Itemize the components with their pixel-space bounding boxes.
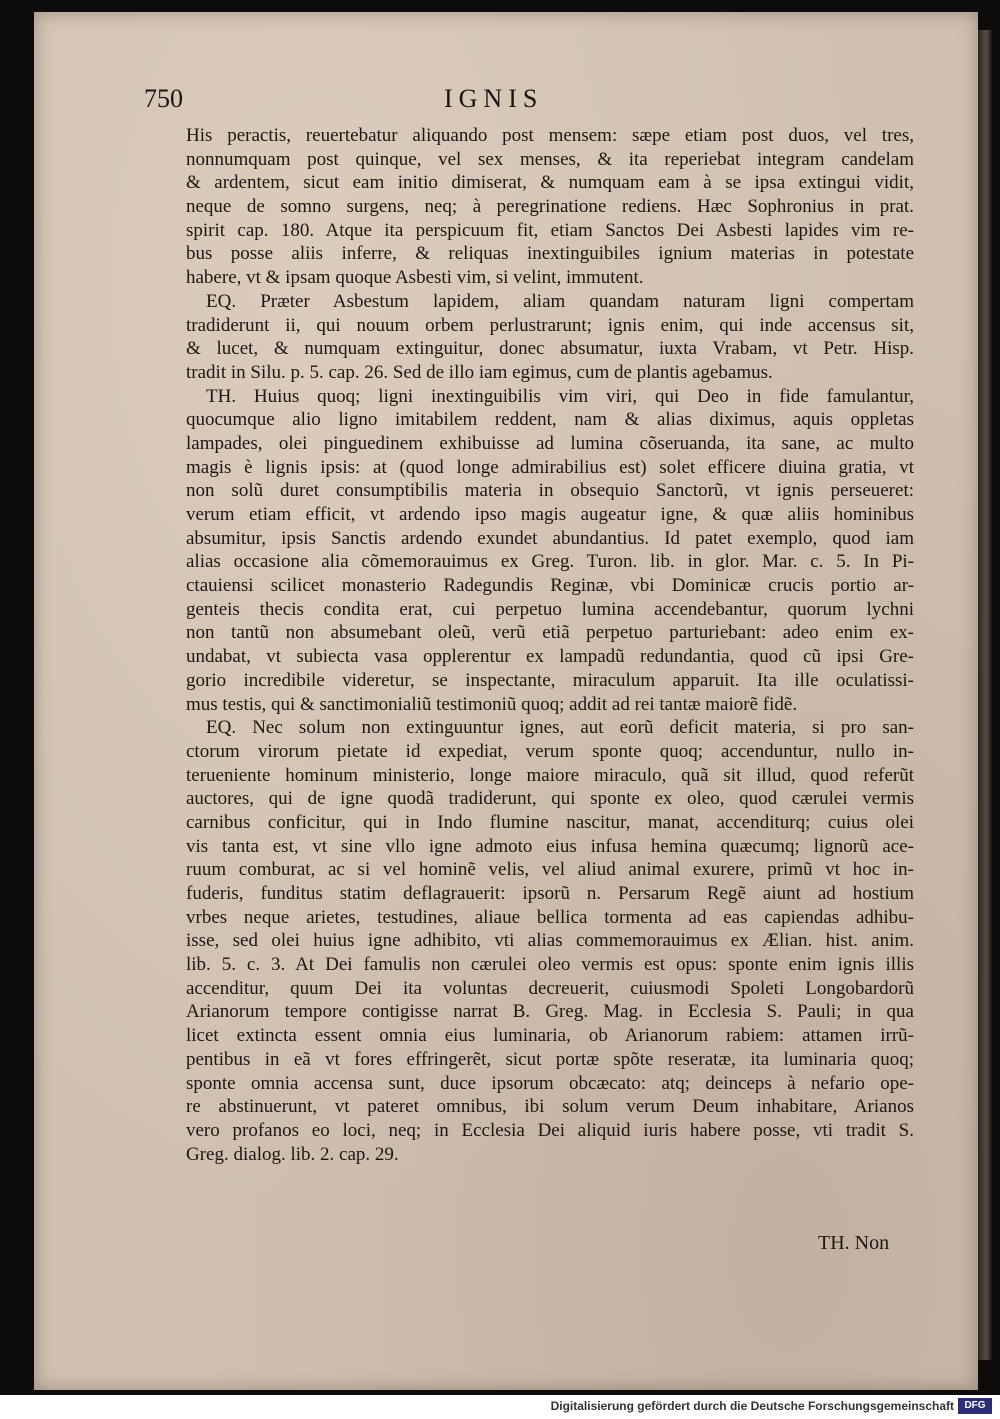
text-line: re abstinuerunt, vt pateret omnibus, ibi solum verum Deum inhabitare, Arianos	[186, 1096, 914, 1118]
text-line: gorio incredibile videretur, se inspectante, miraculum apparuit. Ita ille oculatissi-	[186, 669, 914, 691]
text-line: Greg. dialog. lib. 2. cap. 29.	[186, 1143, 399, 1165]
text-line: fuderis, funditus statim deflagrauerit: ipsorũ n. Persarum Regẽ aiunt ad hostium	[186, 883, 914, 904]
text-line: vero profanos eo loci, neq; in Ecclesia Dei aliquid iuris habere posse, vti tradit S.	[186, 1119, 914, 1141]
text-line: sponte omnia accensa sunt, duce ipsorum obcæcato: atq; deinceps à nefario ope-	[186, 1072, 914, 1094]
text-line: His peractis, reuertebatur aliquando post mensem: sæpe etiam post duos, vel tres,	[186, 125, 914, 146]
text-line: terueniente hominum ministerio, longe maiore miraculo, quã sit illud, quod referũt	[186, 764, 914, 786]
running-title: IGNIS	[444, 84, 544, 113]
text-line: EQ. Præter Asbestum lapidem, aliam quandam naturam ligni compertam	[206, 290, 914, 312]
text-line: non tantũ non absumebant oleũ, verũ etiã perpetuo parturiebant: adeo enim ex-	[186, 622, 914, 644]
text-line: vrbes neque arietes, testudines, aliaue bellica tormenta ad eas capiendas adhibu-	[186, 906, 914, 928]
text-line: & lucet, & numquam extinguitur, donec absumatur, iuxta Vrabam, vt Petr. Hisp.	[186, 338, 914, 360]
text-line: EQ. Nec solum non extinguuntur ignes, aut eorũ deficit materia, si pro san-	[206, 717, 914, 739]
text-line: nonnumquam post quinque, vel sex menses, & ita reperiebat integram candelam	[186, 148, 914, 170]
text-line: alias occasione alia cõmemorauimus ex Greg. Turon. lib. in glor. Mar. c. 5. In Pi-	[186, 551, 914, 573]
text-line: magis è lignis ipsis: at (quod longe admirabilius est) solet efficere diuina gratia, vt	[186, 456, 914, 478]
text-line: tradit in Silu. p. 5. cap. 26. Sed de illo iam egimus, cum de plantis agebamus.	[186, 361, 773, 383]
text-line: Arianorum tempore contigisse narrat B. Greg. Mag. in Ecclesia S. Pauli; in qua	[186, 1001, 914, 1023]
text-line: tradiderunt ii, qui nouum orbem perlustrarunt; ignis enim, qui inde accensus sit,	[186, 314, 914, 336]
text-line: neque de somno surgens, neq; à peregrinatione rediens. Hæc Sophronius in prat.	[186, 196, 914, 218]
page-header	[144, 84, 934, 118]
book-edge	[978, 30, 992, 1360]
text-line: pentibus in eã vt fores effringerẽt, sicut portæ spõte reseratæ, ita luminaria quoq;	[186, 1048, 914, 1070]
funding-credit: Digitalisierung gefördert durch die Deutsche Forschungsgemeinschaft	[550, 1399, 954, 1413]
text-line: genteis thecis condita erat, cui perpetuo lumina accendebantur, quorum lychni	[186, 598, 914, 620]
text-line: non solũ duret consumptibilis materia in obsequio Sanctorũ, vt ignis perseueret:	[186, 480, 914, 502]
text-line: habere, vt & ipsam quoque Asbesti vim, si velint, immutent.	[186, 267, 644, 289]
text-line: quocumque alio ligno imitabilem reddent, nam & alias diximus, aquis oppletas	[186, 409, 914, 431]
dfg-logo: DFG	[958, 1398, 992, 1414]
text-line: TH. Huius quoq; ligni inextinguibilis vim viri, qui Deo in fide famulantur,	[206, 385, 914, 407]
text-line: bus posse aliis inferre, & reliquas inextinguibiles ignium materias in potestate	[186, 243, 914, 265]
body-text	[186, 124, 914, 1166]
text-line: lampades, olei pinguedinem exhibuisse ad lumina cõseruanda, ita sane, ac multo	[186, 432, 914, 454]
text-line: auctores, qui de igne quodã tradiderunt, qui sponte ex oleo, quod cærulei vermis	[186, 788, 914, 810]
footer-bar	[0, 1395, 1000, 1419]
text-line: spirit cap. 180. Atque ita perspicuum fit, etiam Sanctos Dei Asbesti lapides vim re-	[186, 219, 914, 241]
text-line: vis tanta est, vt sine vllo igne admoto eius infusa hemina quæcumq; lignorũ ace-	[186, 835, 914, 857]
text-line: verum etiam efficit, vt ardendo ipso magis augeatur igne, & quæ aliis hominibus	[186, 504, 914, 525]
text-line: ctorum virorum pietate id expediat, verum sponte quoq; accenduntur, nullo in-	[186, 740, 914, 762]
text-line: & ardentem, sicut eam initio dimiserat, & numquam eam à se ipsa extingui vidit,	[186, 172, 914, 194]
text-line: ctauiensi scilicet monasterio Radegundis Reginæ, vbi Dominicæ crucis portio ar-	[186, 575, 914, 597]
text-line: carnibus conficitur, qui in Indo flumine nascitur, manat, accenditurq; cuius olei	[186, 811, 914, 833]
text-line: undabat, vt subiecta vasa opplerentur ex lampadũ redundantia, quod cũ ipsi Gre-	[186, 646, 914, 668]
text-line: licet extincta essent omnia eius luminaria, ob Arianorum rabiem: attamen irrũ-	[186, 1025, 914, 1047]
text-line: isse, sed olei huius igne adhibito, vti alias commemorauimus ex Ælian. hist. anim.	[186, 930, 914, 952]
page-number: 750	[144, 84, 183, 113]
catchword: TH. Non	[818, 1232, 890, 1254]
text-line: lib. 5. c. 3. At Dei famulis non cærulei oleo vermis est opus: sponte enim ignis illis	[186, 954, 914, 976]
text-line: mus testis, qui & sanctimonialiũ testimoniũ quoq; addit ad rei tantæ maiorẽ fidẽ.	[186, 693, 798, 715]
text-line: accenditur, quum Dei ita voluntas decreuerit, cuiusmodi Spoleti Longobardorũ	[186, 977, 914, 999]
text-line: ruum comburat, ac si vel hominẽ velis, vel aliud animal exurere, primũ vt hoc in-	[186, 859, 914, 881]
text-line: absumitur, ipsis Sanctis ardendo exundet abundantius. Id patet exemplo, quod iam	[186, 527, 914, 549]
